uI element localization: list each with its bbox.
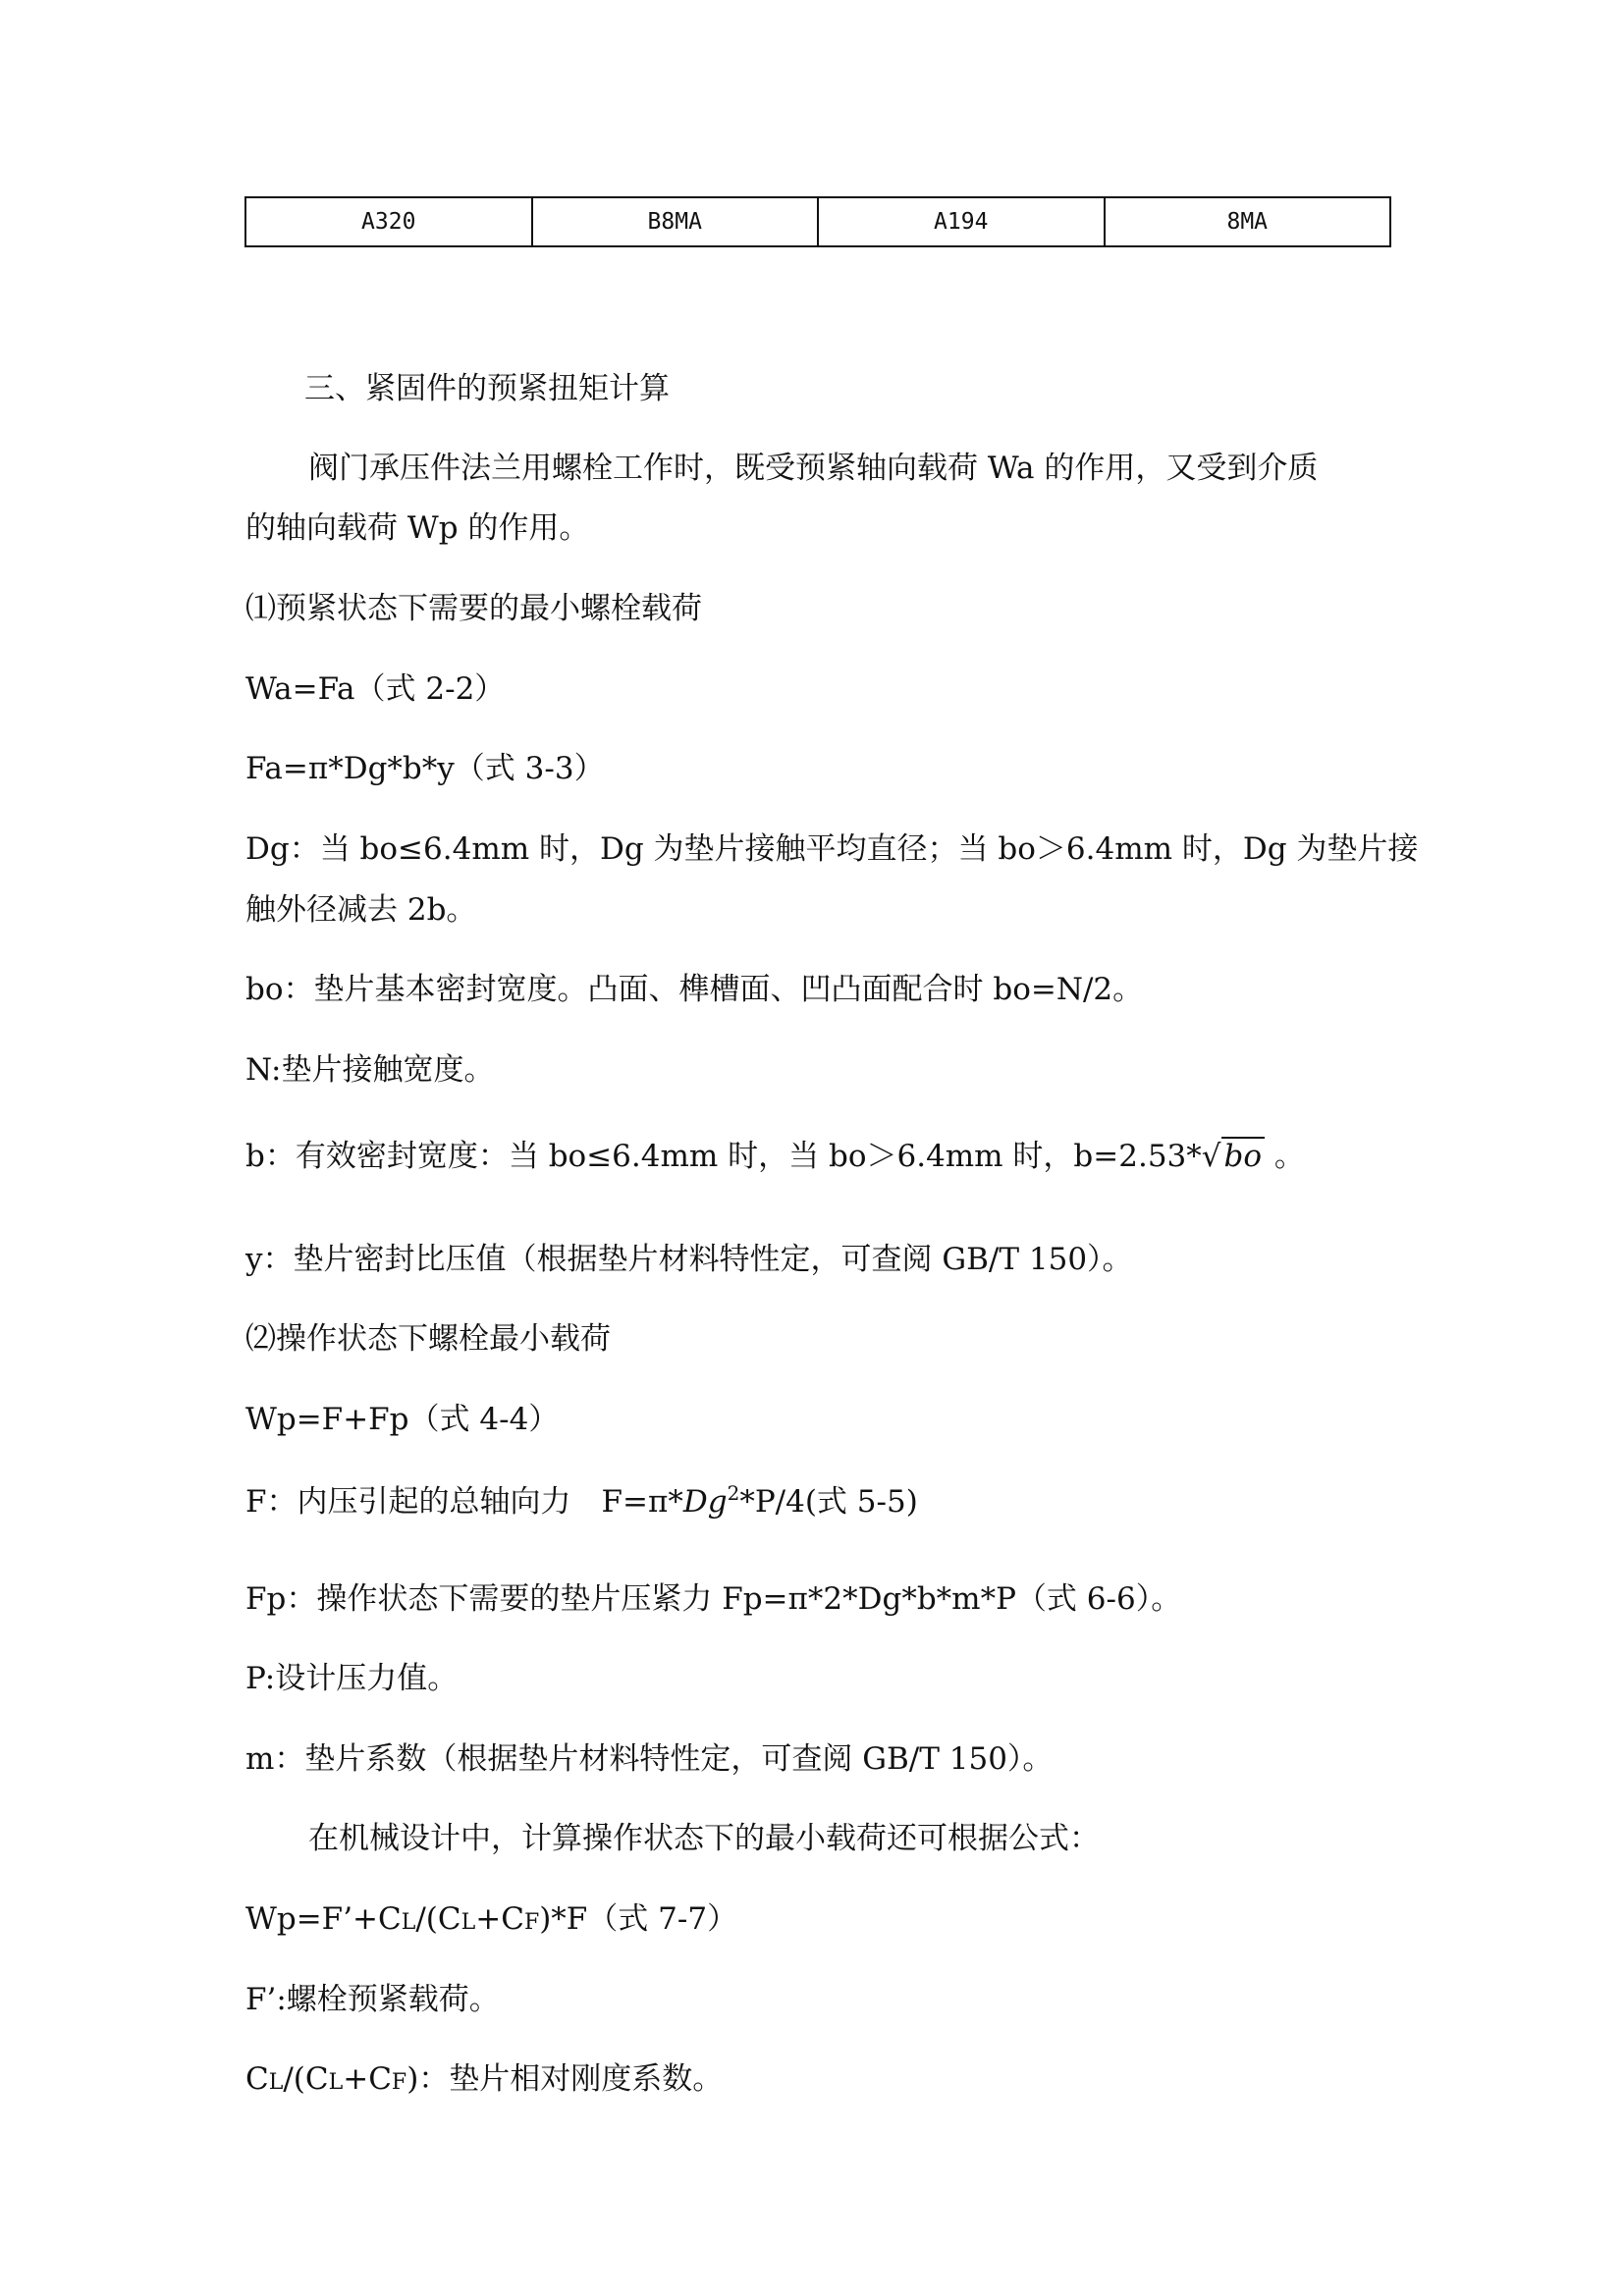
- equation-subscript: F: [523, 1910, 540, 1935]
- b-definition-suffix: 。: [1265, 1139, 1305, 1174]
- f-definition-text: F：内压引起的总轴向力 F=π*: [245, 1484, 683, 1520]
- equation-subscript: F: [391, 2070, 407, 2095]
- item2-title: ⑵操作状态下螺栓最小载荷: [245, 1321, 611, 1357]
- section-title: 三、紧固件的预紧扭矩计算: [304, 371, 670, 406]
- m-definition: m：垫片系数（根据垫片材料特性定，可查阅 GB/T 150）。: [245, 1741, 1054, 1777]
- b-definition-text: b：有效密封宽度：当 bo≤6.4mm 时，当 bo＞6.4mm 时，b=2.53*: [245, 1139, 1202, 1174]
- mechanical-design-intro: 在机械设计中，计算操作状态下的最小载荷还可根据公式：: [308, 1821, 1100, 1856]
- radical-sign: √: [1201, 1139, 1221, 1174]
- fp-definition: Fp：操作状态下需要的垫片压紧力 Fp=π*2*Dg*b*m*P（式 6-6）。: [245, 1581, 1182, 1617]
- equation-part: )：垫片相对刚度系数。: [406, 2061, 724, 2097]
- equation-subscript: L: [268, 2070, 284, 2095]
- table-cell: A194: [818, 197, 1105, 246]
- intro-paragraph-line: 阀门承压件法兰用螺栓工作时，既受预紧轴向载荷 Wa 的作用，又受到介质: [308, 451, 1319, 486]
- equation-subscript: L: [401, 1910, 416, 1935]
- table-cell: B8MA: [532, 197, 819, 246]
- equation-part: C: [245, 2061, 269, 2097]
- equation-part: /(C: [415, 1901, 461, 1937]
- dg-definition-line: Dg：当 bo≤6.4mm 时，Dg 为垫片接触平均直径；当 bo＞6.4mm 时，Dg 为垫片接: [245, 831, 1419, 867]
- equation-part: /(C: [283, 2061, 329, 2097]
- table-cell: A320: [245, 197, 532, 246]
- bo-definition: bo：垫片基本密封宽度。凸面、榫槽面、凹凸面配合时 bo=N/2。: [245, 972, 1144, 1007]
- table-row: [245, 197, 1390, 246]
- b-definition: [245, 1137, 1305, 1176]
- n-definition: N:垫片接触宽度。: [245, 1052, 495, 1088]
- exponent: 2: [727, 1481, 740, 1505]
- p-definition: P:设计压力值。: [245, 1661, 459, 1696]
- dg-definition-line: 触外径减去 2b。: [245, 892, 477, 928]
- equation-part: Wp=F’+C: [245, 1901, 402, 1937]
- f-definition: [245, 1482, 918, 1522]
- equation-wp: Wp=F+Fp（式 4-4）: [245, 1402, 560, 1437]
- equation-wa: Wa=Fa（式 2-2）: [245, 671, 506, 707]
- y-definition: y：垫片密封比压值（根据垫片材料特性定，可查阅 GB/T 150）。: [245, 1242, 1133, 1277]
- stiffness-definition: [245, 2059, 723, 2103]
- bolt-material-table: [244, 196, 1391, 247]
- equation-part: )*F（式 7-7）: [539, 1901, 738, 1937]
- equation-subscript: L: [328, 2070, 344, 2095]
- radicand: bo: [1221, 1137, 1266, 1174]
- table-cell: 8MA: [1105, 197, 1391, 246]
- intro-paragraph-line: 的轴向载荷 Wp 的作用。: [245, 510, 590, 546]
- equation-wp-alt: [245, 1899, 737, 1943]
- equation-part: +C: [343, 2061, 392, 2097]
- equation-fa: Fa=π*Dg*b*y（式 3-3）: [245, 751, 605, 786]
- dg-symbol: Dg: [682, 1484, 728, 1520]
- f-definition-suffix: *P/4(式 5-5): [739, 1484, 918, 1520]
- square-root-expression: [1202, 1137, 1265, 1176]
- equation-subscript: L: [460, 1910, 476, 1935]
- item1-title: ⑴预紧状态下需要的最小螺栓载荷: [245, 591, 702, 626]
- equation-part: +C: [475, 1901, 524, 1937]
- fprime-definition: F’:螺栓预紧载荷。: [245, 1982, 500, 2017]
